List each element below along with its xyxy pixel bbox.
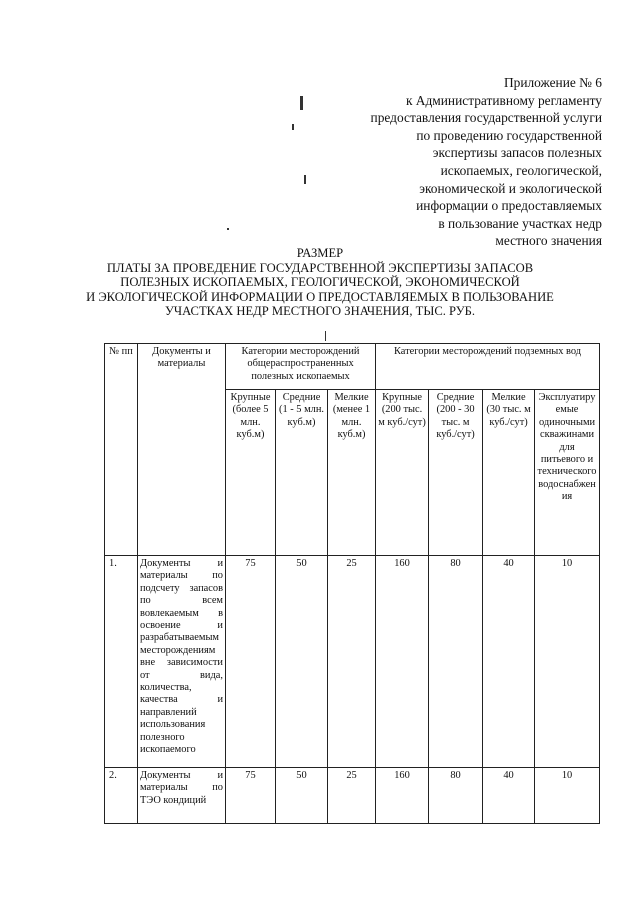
subheader-water-large: Крупные (200 тыс. м куб./сут) [376, 390, 429, 556]
header-line: информации о предоставляемых [416, 198, 602, 214]
header-line: ископаемых, геологической, [440, 162, 602, 178]
scan-speck [300, 96, 303, 110]
header-line: по проведению государственной [416, 127, 602, 143]
value-cell: 25 [328, 768, 376, 824]
value-cell: 50 [276, 768, 328, 824]
header-line: Приложение № 6 [503, 75, 602, 90]
value-cell: 75 [226, 768, 276, 824]
row-number: 1. [105, 556, 138, 768]
table-header-row [105, 344, 600, 390]
group-header-groundwater: Категории месторождений подземных вод [376, 344, 600, 390]
header-line: предоставления государственной услуги [370, 110, 602, 126]
header-line: экономической и экологической [419, 180, 602, 196]
row-document: Документы и материалы по подсчету запасов по всем вовлекаемым в освоение и разрабатываемым месторождениям вне зависимости от вида, количества, качества и направлений использования полезного ископаемого [138, 556, 226, 768]
value-cell: 80 [429, 768, 483, 824]
subheader-water-small: Мелкие (30 тыс. м куб./сут) [483, 390, 535, 556]
appendix-header [272, 74, 602, 250]
row-document: Документы и материалы по ТЭО кондиций [138, 768, 226, 824]
subheader-water-single-wells: Эксплуатируемые одиночными скважинами для питьевого и технического водоснабжения [535, 390, 600, 556]
title-line: ПОЛЕЗНЫХ ИСКОПАЕМЫХ, ГЕОЛОГИЧЕСКОЙ, ЭКОНОМИЧЕСКОЙ [120, 275, 520, 290]
fee-table [104, 343, 600, 824]
value-cell: 40 [483, 556, 535, 768]
col-header-number: № пп [105, 344, 138, 556]
value-cell: 80 [429, 556, 483, 768]
value-cell: 25 [328, 556, 376, 768]
scan-speck [292, 124, 294, 130]
row-number: 2. [105, 768, 138, 824]
value-cell: 40 [483, 768, 535, 824]
table-row [105, 768, 600, 824]
group-header-common-minerals: Категории месторождений общераспространенных полезных ископаемых [226, 344, 376, 390]
title-line: РАЗМЕР [296, 246, 344, 260]
value-cell: 10 [535, 768, 600, 824]
scan-speck [227, 228, 229, 230]
subheader-common-small: Мелкие (менее 1 млн. куб.м) [328, 390, 376, 556]
document-title [0, 246, 640, 319]
header-line: экспертизы запасов полезных [432, 145, 602, 161]
col-header-documents: Документы и материалы [138, 344, 226, 556]
scan-speck [325, 331, 326, 341]
header-line: в пользование участках недр [438, 215, 602, 231]
subheader-common-large: Крупные (более 5 млн. куб.м) [226, 390, 276, 556]
value-cell: 10 [535, 556, 600, 768]
title-line: УЧАСТКАХ НЕДР МЕСТНОГО ЗНАЧЕНИЯ, ТЫС. РУБ. [164, 304, 476, 319]
table-row [105, 556, 600, 768]
subheader-water-medium: Средние (200 - 30 тыс. м куб./сут) [429, 390, 483, 556]
title-line: И ЭКОЛОГИЧЕСКОЙ ИНФОРМАЦИИ О ПРЕДОСТАВЛЯЕМЫХ В ПОЛЬЗОВАНИЕ [86, 289, 554, 304]
subheader-common-medium: Средние (1 - 5 млн. куб.м) [276, 390, 328, 556]
header-line: местного значения [495, 233, 602, 249]
value-cell: 50 [276, 556, 328, 768]
title-line: ПЛАТЫ ЗА ПРОВЕДЕНИЕ ГОСУДАРСТВЕННОЙ ЭКСПЕРТИЗЫ ЗАПАСОВ [106, 260, 534, 275]
header-line: к Административному регламенту [405, 92, 602, 108]
value-cell: 160 [376, 556, 429, 768]
value-cell: 75 [226, 556, 276, 768]
value-cell: 160 [376, 768, 429, 824]
scan-speck [304, 175, 306, 184]
